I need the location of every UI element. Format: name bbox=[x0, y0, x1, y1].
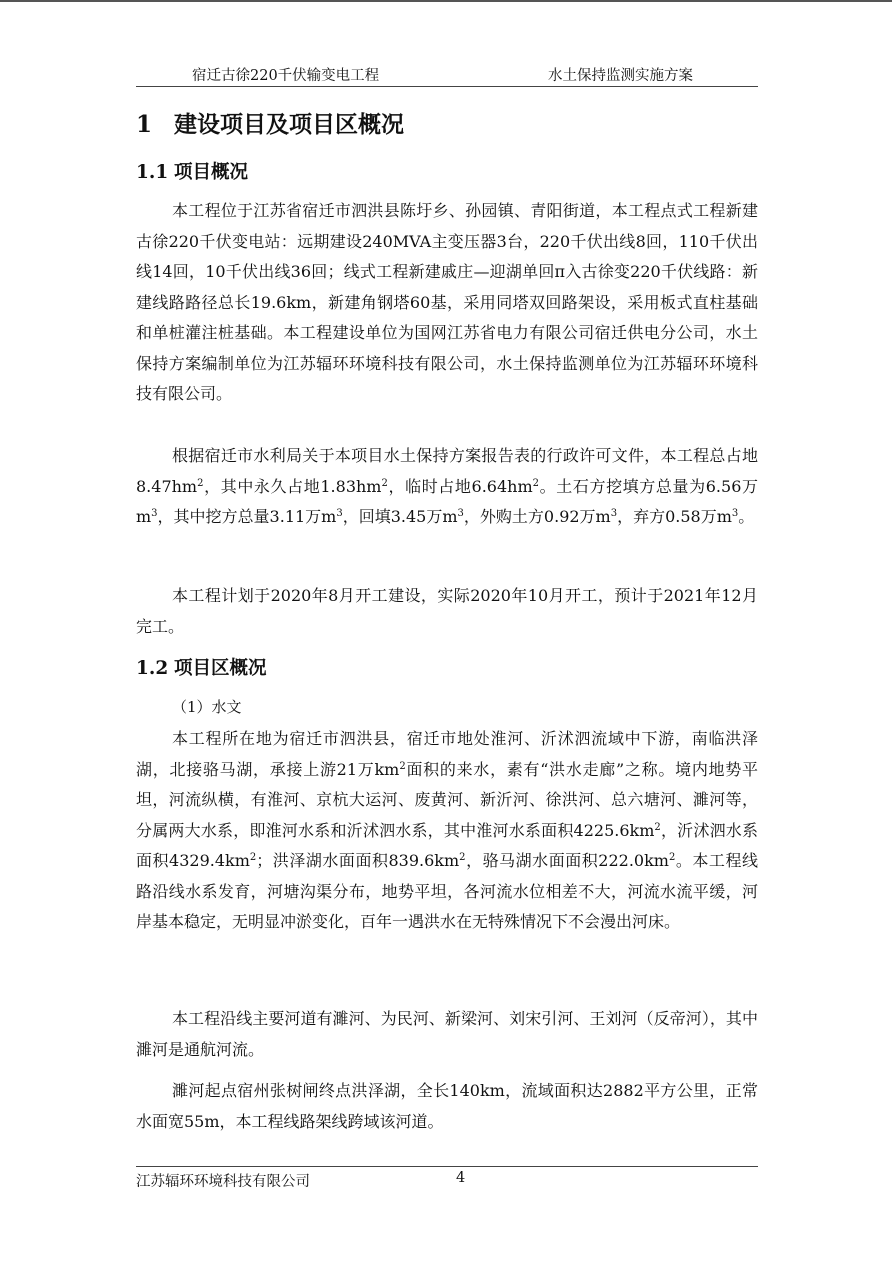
project-overview-paragraph: 本工程位于江苏省宿迁市泗洪县陈圩乡、孙园镇、青阳街道，本工程点式工程新建古徐220千伏变电站：远期建设240MVA主变压器3台，220千伏出线8回，110千伏出线14回，10千伏出线36回；线式工程新建戚庄—迎湖单回π入古徐变220千伏线路：新建线路路径总长19.6km，新建角钢塔60基，采用同塔双回路架设，采用板式直柱基础和单桩灌注桩基础。本工程建设单位为国网江苏省电力有限公司宿迁供电分公司，水土保持方案编制单位为江苏辐环环境科技有限公司，水土保持监测单位为江苏辐环环境科技有限公司。 bbox=[136, 201, 758, 403]
footer-divider bbox=[136, 1166, 758, 1167]
header-divider bbox=[136, 86, 758, 87]
page-number: 4 bbox=[456, 1170, 466, 1186]
rivers-paragraph: 本工程沿线主要河道有濉河、为民河、新梁河、刘宋引河、王刘河（反帝河），其中濉河是通航河流。 bbox=[136, 1009, 758, 1059]
section-number: 1 bbox=[136, 111, 153, 138]
section-number: 1.1 bbox=[136, 162, 169, 183]
top-border bbox=[0, 0, 892, 2]
section-number: 1.2 bbox=[136, 658, 169, 679]
schedule-paragraph: 本工程计划于2020年8月开工建设，实际2020年10月开工，预计于2021年12月完工。 bbox=[136, 586, 758, 636]
suihe-river-paragraph: 濉河起点宿州张树闸终点洪泽湖，全长140km，流域面积达2882平方公里，正常水面宽55m，本工程线路架线跨域该河道。 bbox=[136, 1081, 758, 1131]
footer-company: 江苏辐环环境科技有限公司 bbox=[136, 1174, 310, 1190]
hydrology-paragraph: 本工程所在地为宿迁市泗洪县，宿迁市地处淮河、沂沭泗流域中下游，南临洪泽湖，北接骆马湖，承接上游21万$km^2$面积的来水，素有“洪水走廊”之称。境内地势平坦，河流纵横，有淮河、京杭大运河、废黄河、新沂河、徐洪河、总六塘河、濉河等，分属两大水系，即淮河水系和沂沭泗水系，其中淮河水系面积$4225.6km^2$，沂沭泗水系面积$4329.4km^2$；洪泽湖水面面积$839.6km^2$，骆马湖水面面积$222.0km^2$。本工程线路沿线水系发育，河塘沟渠分布，地势平坦，各河流水位相差不大，河流水流平缓，河岸基本稳定，无明显冲淤变化，百年一遇洪水在无特殊情况下不会漫出河床。 bbox=[136, 729, 758, 931]
header-document-title: 水土保持监测实施方案 bbox=[548, 68, 693, 84]
header-project-title: 宿迁古徐220千伏输变电工程 bbox=[192, 68, 380, 84]
land-occupation-paragraph: 根据宿迁市水利局关于本项目水土保持方案报告表的行政许可文件，本工程总占地$8.47hm^2$，其中永久占地$1.83hm^2$，临时占地$6.64hm^2$。土石方挖填方总量为6.56万$m^3$，其中挖方总量3.11万$m^3$，回填3.45万$m^3$，外购土方0.92万$m^3$，弃方0.58万$m^3$。 bbox=[136, 446, 758, 526]
section-1-heading bbox=[136, 106, 404, 139]
section-title: 项目概况 bbox=[174, 162, 249, 183]
page-header bbox=[136, 64, 758, 86]
section-title: 建设项目及项目区概况 bbox=[174, 111, 404, 138]
subsection-hydrology-label: （1）水文 bbox=[172, 698, 242, 716]
section-title: 项目区概况 bbox=[174, 658, 267, 679]
section-1-1-heading bbox=[136, 158, 248, 184]
section-1-2-heading bbox=[136, 654, 267, 680]
